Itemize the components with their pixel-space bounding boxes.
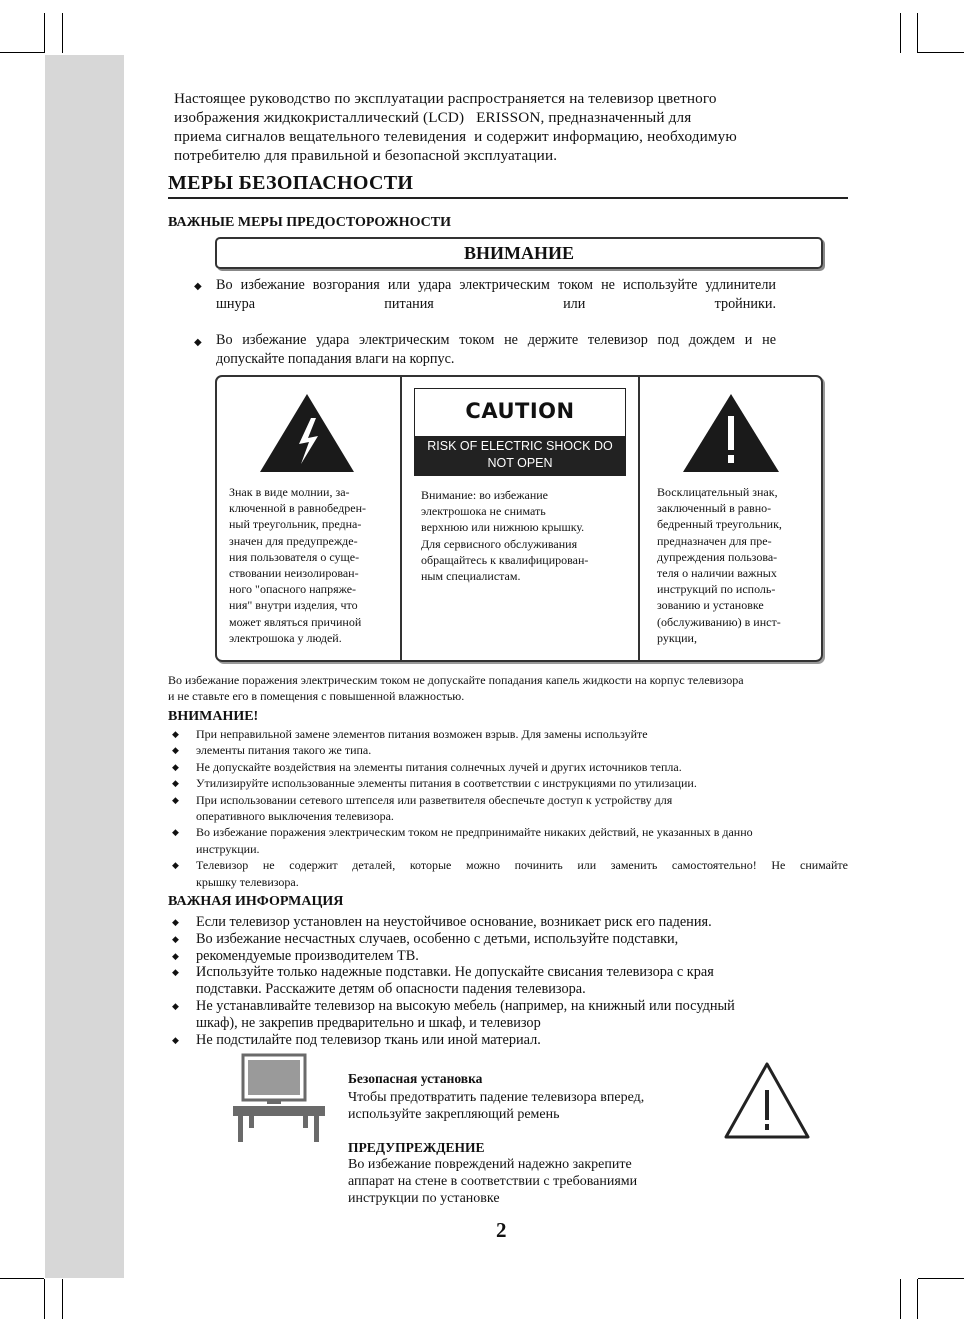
intro-paragraph [174, 89, 854, 165]
moisture-note [168, 672, 850, 704]
crop-mark [44, 13, 45, 53]
item-line: Не допускайте воздействия на элементы питания солнечных лучей и других источников тепла. [196, 759, 682, 774]
lightning-line: может являться причиной [229, 614, 362, 629]
lightning-line: Знак в виде молнии, за- [229, 485, 350, 499]
lightning-line: ключенной в равнобедрен- [229, 501, 366, 516]
important-info-list [168, 914, 848, 1048]
list-item [168, 914, 848, 931]
safe-install-line: Чтобы предотвратить падение телевизора вперед, [348, 1090, 645, 1105]
list-item [168, 931, 848, 948]
bullet-icon: ◆ [172, 778, 179, 789]
exclaim-line: (обслуживанию) в инст- [657, 614, 781, 629]
list-item [168, 1032, 848, 1049]
list-item [168, 998, 848, 1032]
section-title: МЕРЫ БЕЗОПАСНОСТИ [168, 172, 414, 194]
bullet-icon: ◆ [172, 761, 179, 772]
list-item [168, 857, 848, 890]
crop-mark [62, 1279, 63, 1319]
item-line: При использовании сетевого штепселя или разветвителя обеспечьте доступ к устройству для [196, 792, 673, 807]
caution-line: Для сервисного обслуживания [421, 536, 578, 551]
safe-install-block [348, 1070, 708, 1123]
panel-divider [400, 377, 402, 660]
bullet-icon: ◆ [172, 745, 179, 756]
bullet-icon: ◆ [172, 827, 179, 838]
intro-line: приема сигналов вещательного телевидения и содержит информацию, необходимую [174, 128, 737, 145]
page-margin-band [45, 55, 124, 1278]
lightning-line: электрошока у людей. [229, 630, 342, 645]
item-line: рекомендуемые производителем ТВ. [196, 947, 419, 964]
crop-mark [44, 1279, 45, 1319]
crop-mark [917, 13, 918, 53]
exclamation-description [657, 484, 803, 646]
item-line: элементы питания такого же типа. [196, 743, 372, 758]
attention-banner: ВНИМАНИЕ [215, 237, 823, 269]
exclaim-line: предназначен для пре- [657, 533, 772, 548]
item-line: Утилизируйте использованные элементы питания в соответствии с инструкциями по утилизации. [196, 776, 697, 791]
lightning-line: ный треугольник, предна- [229, 517, 362, 532]
caution-sub-line: RISK OF ELECTRIC SHOCK DO [427, 439, 613, 453]
intro-line: изображения жидкокристаллический (LCD) ERISSON, предназначенный для [174, 109, 692, 126]
crop-mark [62, 13, 63, 53]
warning-block-line: аппарат на стене в соответствии с требованиями [348, 1174, 638, 1189]
crop-mark [0, 52, 44, 53]
item-line: подставки. Расскажите детям об опасности падения телевизора. [196, 981, 586, 998]
exclaim-line: бедренный треугольник, [657, 517, 782, 532]
caution-line: верхнюю или нижнюю крышку. [421, 520, 585, 535]
note-line: и не ставьте его в помещения с повышенной влажностью. [168, 689, 465, 703]
warning-block-line: инструкции по установке [348, 1191, 500, 1206]
list-item [168, 759, 848, 775]
safe-install-line: используйте закрепляющий ремень [348, 1107, 560, 1122]
lightning-description [229, 484, 366, 646]
caution-sub-line: NOT OPEN [487, 456, 553, 470]
caution-description [421, 487, 588, 584]
panel-divider [638, 377, 640, 660]
crop-mark [917, 1279, 918, 1319]
list-item [168, 742, 848, 758]
note-line: Во избежание поражения электрическим током не допускайте попадания капель жидкости на корпус телевизора [168, 673, 744, 687]
bullet-icon: ◆ [172, 1034, 179, 1045]
exclaim-line: инструкций по исполь- [657, 582, 776, 597]
caution-line: обращайтесь к квалифицирован- [421, 552, 589, 567]
lightning-line: ствовании неизолирован- [229, 566, 359, 581]
list-item [168, 775, 848, 791]
lightning-line: ния пользователя о суще- [229, 549, 360, 564]
intro-line: Настоящее руководство по эксплуатации распространяется на телевизор цветного [174, 90, 717, 107]
lightning-line: ния" внутри изделия, что [229, 598, 358, 613]
bullet-icon: ◆ [172, 917, 179, 927]
bullet-icon: ◆ [172, 933, 179, 944]
crop-mark [900, 1279, 901, 1319]
safe-install-title: Безопасная установка [348, 1071, 483, 1086]
section-divider [168, 197, 848, 199]
subsection-title: ВАЖНЫЕ МЕРЫ ПРЕДОСТОРОЖНОСТИ [168, 215, 452, 230]
bullet-icon: ◆ [194, 281, 202, 292]
list-item [168, 792, 848, 825]
item-line: Во избежание поражения электрическим током не предпринимайте никаких действий, не указанных в данно [196, 825, 753, 840]
warning-block-line: Во избежание повреждений надежно закрепите [348, 1157, 632, 1172]
crop-mark [0, 1278, 44, 1279]
page-number: 2 [496, 1218, 507, 1242]
item-line: При неправильной замене элементов питания возможен взрыв. Для замены используйте [196, 727, 648, 741]
item-line: Используйте только надежные подставки. Не допускайте свисания телевизора с края [196, 964, 714, 981]
item-line: шкаф), не закрепив предварительно и шкаф, и телевизор [196, 1014, 541, 1031]
exclaim-line: дупреждения пользова- [657, 549, 778, 564]
list-item [168, 948, 848, 965]
lightning-line: значен для предупрежде- [229, 533, 358, 548]
list-item [168, 964, 848, 998]
crop-mark [900, 13, 901, 53]
tv-on-stand-icon [231, 1053, 326, 1145]
bullet-icon: ◆ [172, 729, 179, 739]
caution-line: электрошока не снимать [421, 504, 546, 519]
bullet-icon: ◆ [194, 337, 202, 348]
item-line: Если телевизор установлен на неустойчивое основание, возникает риск его падения. [196, 914, 712, 930]
item-line: Телевизор не содержит деталей, которые можно починить или заменить самостоятельно! Не снимайте [196, 858, 848, 873]
caution-line: ным специалистам. [421, 569, 521, 584]
exclaim-line: теля о наличии важных [657, 566, 777, 581]
exclaim-line: зованию и установке [657, 598, 764, 613]
caution-subtitle [415, 436, 625, 475]
bullet-icon: ◆ [172, 860, 179, 871]
list-item [168, 824, 848, 857]
attention-bullet-1: Во избежание возгорания или удара электрическим током не используйте удлинители шнура питания или тройники. [216, 277, 776, 312]
warning-block [348, 1139, 708, 1207]
bullet-icon: ◆ [172, 1000, 179, 1011]
lightning-line: ного "опасного напряже- [229, 582, 357, 597]
crop-mark [918, 1278, 964, 1279]
bullet-icon: ◆ [172, 967, 179, 978]
caution-line: Внимание: во избежание [421, 488, 548, 502]
item-line: Во избежание несчастных случаев, особенно с детьми, используйте подставки, [196, 930, 679, 947]
exclamation-warning-icon [681, 392, 781, 474]
item-line: Не устанавливайте телевизор на высокую мебель (например, на книжный или посудный [196, 997, 735, 1014]
item-line: инструкции. [196, 841, 260, 856]
bullet-icon: ◆ [172, 794, 179, 805]
attention-bullet-2: Во избежание удара электрическим током не держите телевизор под дождем и не допускайте попадания влаги на корпус. [216, 332, 776, 367]
item-line: крышку телевизора. [196, 874, 299, 889]
intro-line: потребителю для правильной и безопасной эксплуатации. [174, 147, 558, 164]
important-info-title: ВАЖНАЯ ИНФОРМАЦИЯ [168, 894, 344, 909]
list-item [168, 726, 848, 742]
exclaim-line: заключенный в равно- [657, 501, 772, 516]
bullet-icon: ◆ [172, 950, 179, 961]
caution-label [414, 388, 626, 476]
exclaim-line: рукции, [657, 630, 697, 645]
lightning-warning-icon [258, 392, 356, 474]
exclamation-warning-icon [722, 1060, 812, 1140]
item-line: Не подстилайте под телевизор ткань или иной материал. [196, 1031, 541, 1048]
warning-list [168, 726, 848, 890]
warning-block-title: ПРЕДУПРЕЖДЕНИЕ [348, 1140, 485, 1155]
exclaim-line: Восклицательный знак, [657, 485, 778, 499]
crop-mark [918, 52, 964, 53]
caution-title: CAUTION [415, 389, 625, 436]
item-line: оперативного выключения телевизора. [196, 809, 394, 824]
warning-title: ВНИМАНИЕ! [168, 709, 259, 724]
